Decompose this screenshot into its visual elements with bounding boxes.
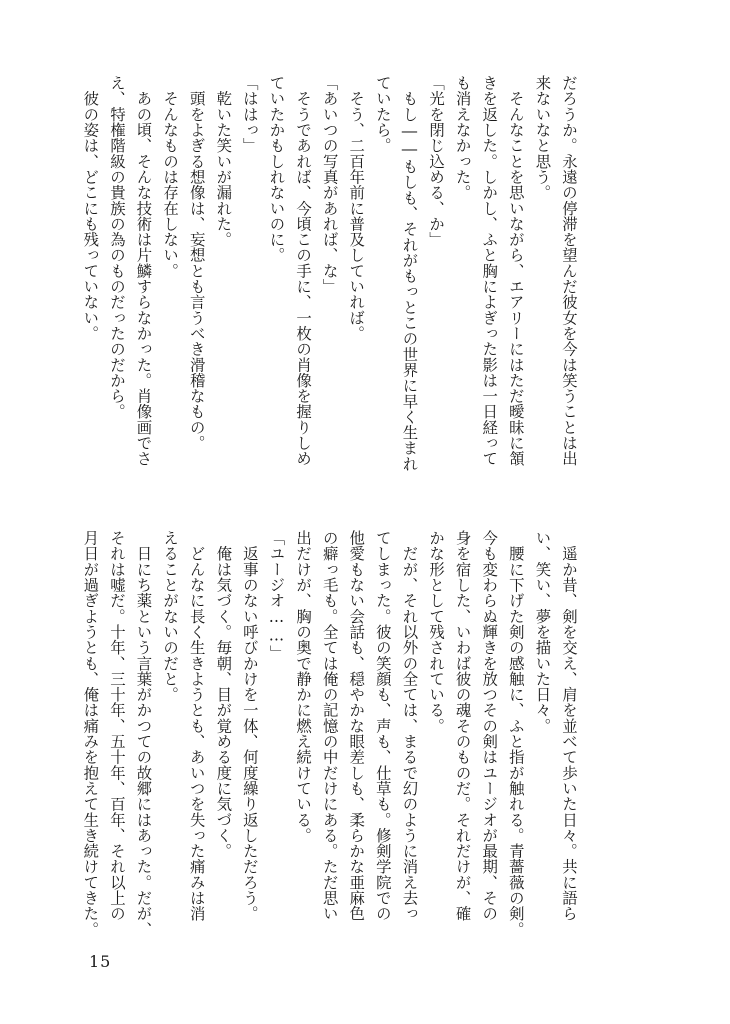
text-line: 頭をよぎる想像は、妄想とも言うべき滑稽なもの。 <box>187 75 206 451</box>
text-line: 「光を閉じ込める、か」 <box>427 75 446 248</box>
text-line: 腰に下げた剣の感触に、ふと指が触れる。青薔薇の剣。 <box>506 530 525 937</box>
text-line: 日にち薬という言葉がかつての故郷にはあった。だが、 <box>134 530 153 937</box>
text-line: 出だけが、胸の奥で静かに燃え続けている。 <box>294 530 313 843</box>
text-line: ていたかもしれないのに。 <box>267 75 286 263</box>
page-number: 15 <box>89 952 112 971</box>
text-line: 身を宿した、いわば彼の魂そのものだ。それだけが、確 <box>453 530 472 922</box>
text-block-top <box>77 75 582 515</box>
text-line: だが、それ以外の全ては、まるで幻のように消え去っ <box>400 530 419 922</box>
text-line: も消えなかった。 <box>453 75 472 201</box>
text-line: そんなものは存在しない。 <box>161 75 180 279</box>
text-line: そう、二百年前に普及していれば。 <box>347 75 366 342</box>
text-line: 乾いた笑いが漏れた。 <box>214 75 233 248</box>
text-line: え、特権階級の貴族の為のものだったのだから。 <box>107 75 126 420</box>
text-line: 来ないなと思う。 <box>533 75 552 201</box>
text-line: そうであれば、今頃この手に、一枚の肖像を握りしめ <box>294 75 313 467</box>
text-line: 他愛もない会話も、穏やかな眼差しも、柔らかな亜麻色 <box>347 530 366 922</box>
text-line: 返事のない呼びかけを一体、何度繰り返しただろう。 <box>240 530 259 922</box>
text-line: 「ユージオ……」 <box>267 530 286 661</box>
text-line: の癖っ毛も。全ては俺の記憶の中だけにある。ただ思い <box>320 530 339 922</box>
text-line: 彼の姿は、どこにも残っていない。 <box>81 75 100 342</box>
text-line: えることがないのだと。 <box>161 530 180 703</box>
text-line: てしまった。彼の笑顔も、声も、仕草も。修剣学院での <box>373 530 392 922</box>
text-line: い、笑い、夢を描いた日々。 <box>533 530 552 734</box>
text-line: 「あいつの写真があれば、な」 <box>320 75 339 295</box>
text-line: だろうか。永遠の停滞を望んだ彼女を今は笑うことは出 <box>560 75 578 467</box>
text-line: あの頃、そんな技術は片鱗すらなかった。肖像画でさ <box>134 75 153 467</box>
text-line: 遥か昔、剣を交え、肩を並べて歩いた日々。共に語ら <box>560 530 578 922</box>
text-line: 「ははっ」 <box>240 75 259 154</box>
text-line: 月日が過ぎようとも、俺は痛みを抱えて生き続けてきた。 <box>81 530 100 937</box>
text-line: 俺は気づく。毎朝、目が覚める度に気づく。 <box>214 530 233 859</box>
text-line: それは嘘だ。十年、三十年、五十年、百年、それ以上の <box>107 530 126 922</box>
text-line: もし――もしも、それがもっとこの世界に早く生まれ <box>400 75 419 472</box>
text-line: どんなに長く生きようとも、あいつを失った痛みは消 <box>187 530 206 922</box>
text-line: かな形として残されている。 <box>427 530 446 734</box>
text-line: 今も変わらぬ輝きを放つその剣はユージオが最期、その <box>480 530 499 922</box>
text-line: ていたら。 <box>373 75 392 154</box>
text-block-bottom <box>77 530 582 970</box>
text-line: きを返した。しかし、ふと胸によぎった影は一日経って <box>480 75 499 467</box>
text-line: そんなことを思いながら、エアリーにはただ曖昧に頷 <box>506 75 525 467</box>
